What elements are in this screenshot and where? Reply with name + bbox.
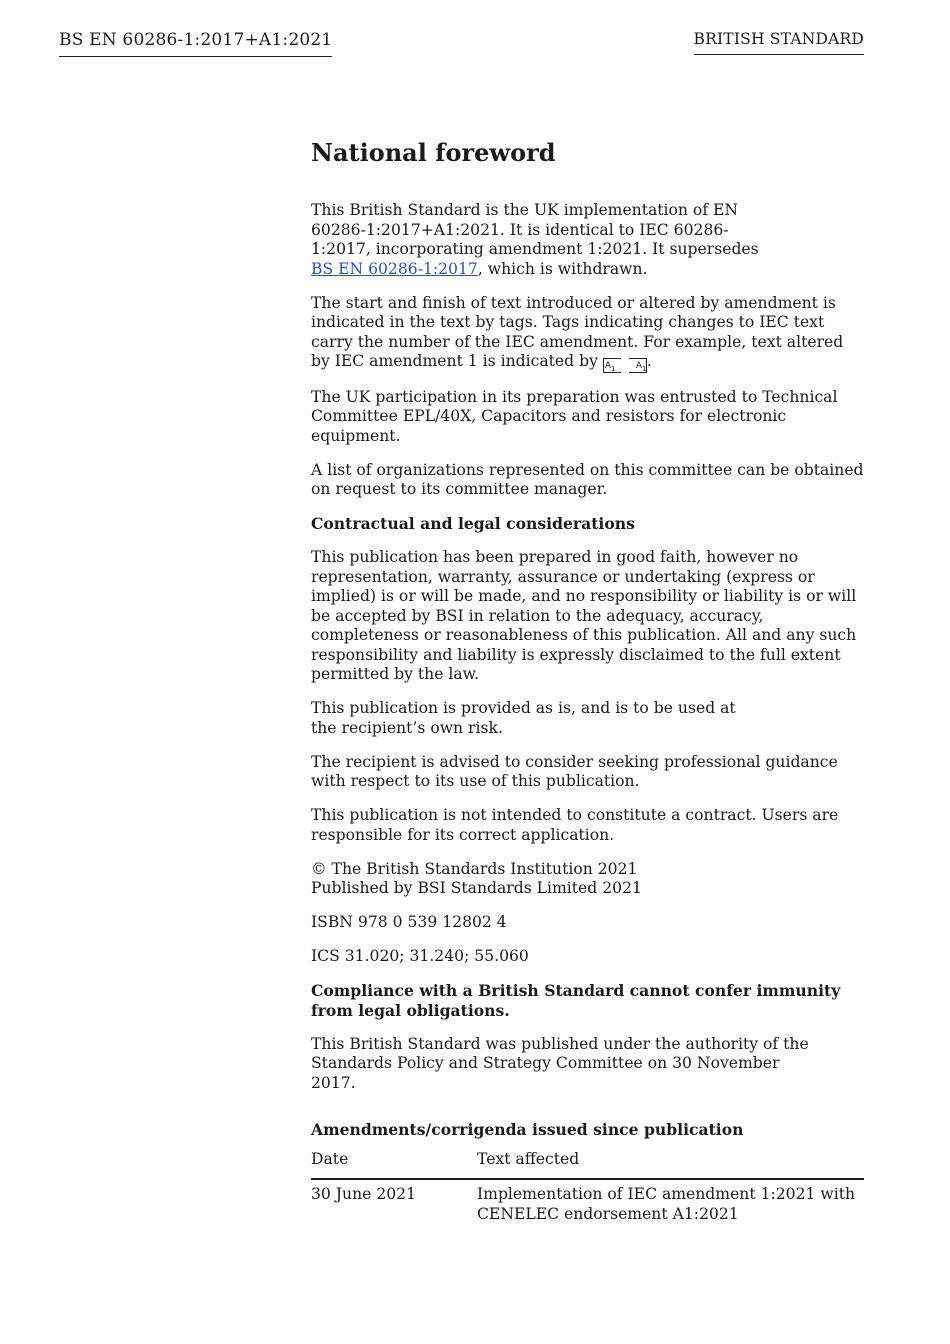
paragraph-authority: This British Standard was published under the authority of the Standards Policy and Strategy Committee on 30 November 2017. [311, 1034, 809, 1092]
table-header-row [311, 1150, 864, 1180]
amendments-table [311, 1150, 864, 1225]
foreword-body [311, 136, 864, 1224]
paragraph-guidance: The recipient is advised to consider seeking professional guidance with respect to its use of this publication. [311, 752, 838, 790]
header-series: BRITISH STANDARD [694, 30, 865, 55]
ics: ICS 31.020; 31.240; 55.060 [311, 947, 529, 965]
header-doc-id: BS EN 60286-1:2017+A1:2021 [59, 30, 332, 57]
compliance-statement: Compliance with a British Standard cannot confer immunity from legal obligations. [311, 981, 841, 1020]
amendment-open-tag-icon: $A_1$ [603, 358, 621, 373]
paragraph-organizations: A list of organizations represented on this committee can be obtained on request to its committee manager. [311, 460, 864, 498]
amendment-text: Implementation of IEC amendment 1:2021 with CENELEC endorsement A1:2021 [477, 1185, 856, 1223]
table-row [311, 1179, 864, 1224]
amendment-close-tag-icon: $A_1$ [629, 358, 647, 373]
paragraph-not-contract: This publication is not intended to constitute a contract. Users are responsible for its correct application. [311, 806, 839, 844]
superseded-standard-link[interactable]: BS EN 60286-1:2017 [311, 259, 478, 278]
amendment-date: 30 June 2021 [311, 1185, 417, 1203]
column-header-text-affected: Text affected [477, 1150, 864, 1180]
contractual-heading: Contractual and legal considerations [311, 514, 635, 533]
paragraph-own-risk: This publication is provided as is, and is to be used at the recipient’s own risk. [311, 699, 736, 737]
paragraph-implementation: This British Standard is the UK implementation of EN 60286-1:2017+A1:2021. It is identical to IEC 60286-1:2017, incorporating amendment 1:2021. It supersedes BS EN 60286-1:2017, which is withdrawn. [311, 201, 759, 278]
isbn: ISBN 978 0 539 12802 4 [311, 913, 507, 931]
column-header-date: Date [311, 1150, 477, 1180]
paragraph-amendment-tags: The start and finish of text introduced or altered by amendment is indicated in the text by tags. Tags indicating changes to IEC text carry the number of the IEC amendment. For example, text altered by IEC amendment 1 is indicated by $A_1$ $A_1$. [311, 293, 844, 373]
paragraph-good-faith: This publication has been prepared in good faith, however no representation, warranty, assurance or undertaking (express or implied) is or will be made, and no responsibility or liability is or will be accepted by BSI in relation to the adequacy, accuracy, completeness or reasonableness of this publication. All and any such responsibility and liability is expressly disclaimed to the full extent permitted by the law. [311, 548, 857, 683]
paragraph-committee: The UK participation in its preparation was entrusted to Technical Committee EPL/40X, Capacitors and resistors for electronic equipment. [311, 387, 838, 445]
copyright-block: © The British Standards Institution 2021 Published by BSI Standards Limited 2021 [311, 859, 642, 897]
page-title: National foreword [311, 138, 556, 167]
amendments-title: Amendments/corrigenda issued since publication [311, 1120, 744, 1139]
